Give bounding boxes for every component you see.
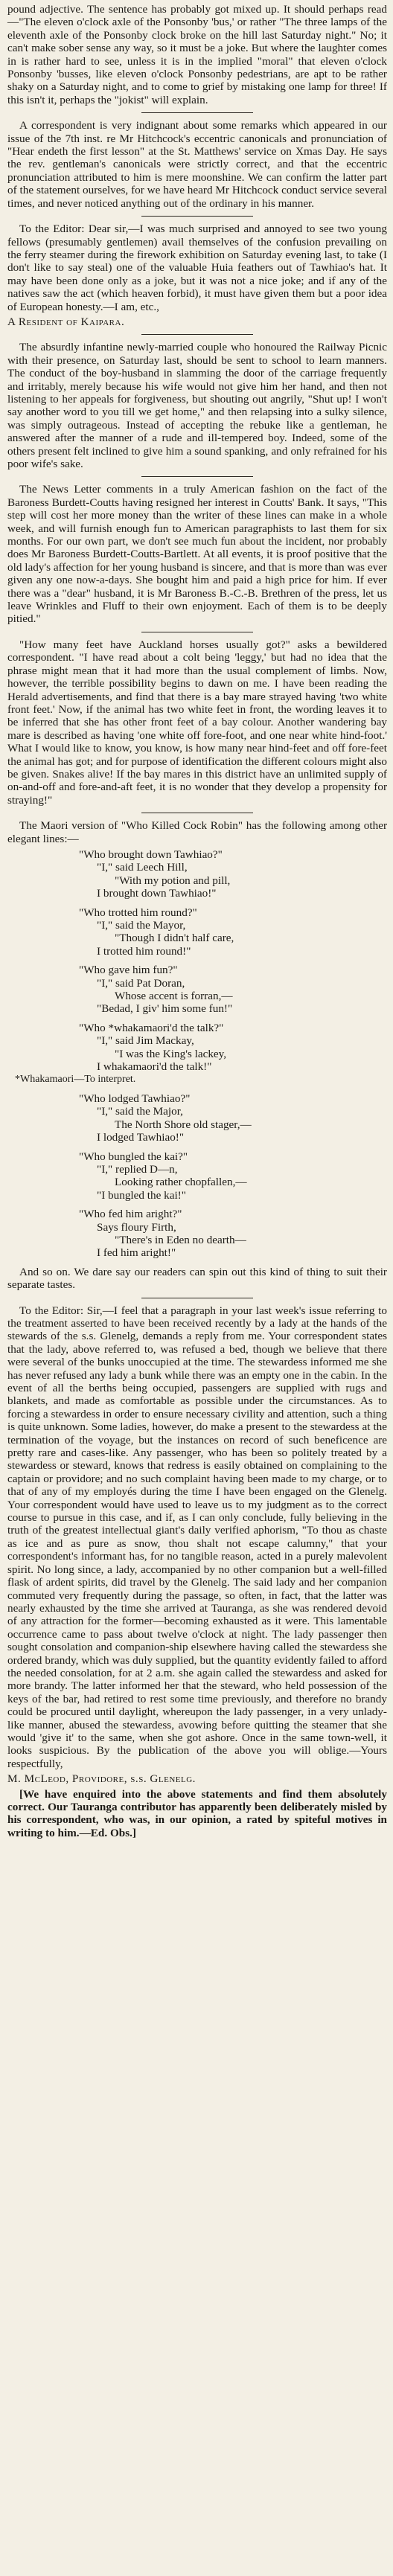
poem-verse <box>7 1150 387 1202</box>
poem-verse <box>7 1208 387 1260</box>
poem-line: I trotted him round!" <box>97 944 191 958</box>
letter-glenelg-stewardess: To the Editor: Sir,—I feel that a paragraph in your last week's issue referring to the treatment asserted to have been received recently by a lady at the hands of the stewards of the s.s. Glenelg, demands a reply from me. Your correspondent states that the lady, above referred to, was refused a bed, though we believe that there were several of the bunks unoccupied at the time. The stewardess informed me she has never refused any lady a bunk while there was an empty one in the cabin. In the event of all the berths being occupied, passengers are supplied with rugs and blankets, and made as comfortable as possible under the circumstances. As to forcing a stewardess in order to ensure necessary civility and attention, such a thing is quite unknown. Some ladies, however, do make a present to the stewardess at the termination of the voyage, but the instances on record of such beneficence are pretty rare and cases-like. Any passenger, who has been so politely treated by a stewardess or steward, knows that redress is easily obtained on complaining to the captain or providore; and no such complaint having been made to my charge, or to that of any of my employés during the time I have been engaged on the Glenelg. Your correspondent would have used to leave us to my judgment as to the correct course to pursue in this case, and if, as I can only conclude, fully believing in the truth of the greatest intellectual giant's daily verified aphorism, "To thou as chaste as ice and as pure as snow, thou shalt not escape calumny," that your correspondent's informant has, for no tangible reason, acted in a purely malevolent spirit. No long since, a lady, accompanied by no other companion but a well-filled flask of ardent spirits, did travel by the Glenelg. The said lady and her companion commuted very frequently during the passage, so often, in fact, that the latter was nearly exhausted by the time she arrived at Tauranga, as she was rendered devoid of any attraction for the former—becoming exhausted as it were. This lamentable occurrence came to pass about twelve o'clock at night. The lady passenger then sought consolation and companion-ship elsewhere having called the stewardess she ordered brandy, which was duly supplied, but the quantity evidently failed to afford the needed consolation, for at 2 a.m. she again called the stewardess and asked for more brandy. The latter informed her that the steward, who held possession of the keys of the bar, had retired to rest some time previously, and therefore no brandy could be procured until daylight, whereupon the lady passenger, in a very unlady-like manner, abused the stewardess, avowing before quitting the steamer that she would 'give it' to the same, when she got ashore. Once in the same town-well, it looks suspicious. By the publication of the above you will oblige.—Yours respectfully, <box>7 1304 387 1770</box>
poem-footnote: *Whakamaori—To interpret. <box>15 1074 136 1086</box>
poem-line: "Who *whakamaori'd the talk?" <box>79 1021 224 1034</box>
poem-line: Says floury Firth, <box>97 1220 176 1234</box>
maori-cock-robin-poem <box>7 848 387 1260</box>
paragraph-railway-picnic: The absurdly infantine newly-married couple who honoured the Railway Picnic with their presence, on Saturday last, should be sent to school to learn manners. The conduct of the boy-husband in slamming the door of the carriage frequently and irritably, merely because his wife would not give him her hand, and then not listening to her appeals for forgiveness, but shouting out angrily, "Shut up! I won't say another word to you till we get home," and then relapsing into a sulky silence, was simply outrageous. Instead of accepting the rebuke like a gentleman, he answered after the manner of a rude and ill-tempered boy. Indeed, some of the others present felt inclined to give him a sound spanking, and only refrained for his poor wife's sake. <box>7 341 387 470</box>
poem-line: "Who lodged Tawhiao?" <box>79 1092 191 1105</box>
section-divider <box>141 112 253 113</box>
poem-line: "I," said Leech Hill, <box>97 861 188 874</box>
poem-line: "Who bungled the kai?" <box>79 1150 188 1163</box>
poem-line: "There's in Eden no dearth— <box>115 1233 246 1246</box>
section-divider <box>141 334 253 335</box>
poem-line: "I was the King's lackey, <box>115 1047 227 1060</box>
poem-line: "Who brought down Tawhiao?" <box>79 848 223 861</box>
poem-line: Whose accent is forran,— <box>115 990 233 1003</box>
paragraph-hitchcock-canonicals: A correspondent is very indignant about some remarks which appeared in our issue of the 7th inst. re Mr Hitchcock's eccentric canonicals and pronunciation of "Hear endeth the first lesson" at the St. Matthews' service on Xmas Day. He says the rev. gentleman's canonicals were strictly correct, and that the eccentric pronunciation attributed to him is mere moonshine. We can confirm the latter part of the statement ourselves, for we have heard Mr Hitchcock conduct service several times, and never noticed anything out of the ordinary in his manner. <box>7 119 387 210</box>
letter-signature-mcleod: M. McLeod, Providore, s.s. Glenelg. <box>7 1772 196 1786</box>
poem-line: "I," said Jim Mackay, <box>97 1034 194 1048</box>
poem-line: "I," said the Mayor, <box>97 919 186 932</box>
poem-line: "I bungled the kai!" <box>97 1188 186 1202</box>
poem-verse <box>7 906 387 958</box>
letter-huia-feathers: To the Editor: Dear sir,—I was much surprised and annoyed to see two young fellows (presumably gentlemen) avail themselves of the confusion prevailing on the ferry steamer during the firework exhibition on Saturday evening last, to take (I don't like to say steal) one of the valuable Huia feathers out of Tawhiao's hat. It may have been done only as a joke, but it was not a nice joke; and if any of the natives saw the act (which heaven forbid), it must have given them but a poor idea of European honesty.—I am, etc., <box>7 222 387 313</box>
poem-line: "Who trotted him round?" <box>79 906 197 919</box>
poem-line: "With my potion and pill, <box>115 874 231 887</box>
poem-verse <box>7 1092 387 1144</box>
letter-signature-kaipara: A Resident of Kaipara. <box>7 315 125 328</box>
paragraph-ponsonby-bus: pound adjective. The sentence has probably got mixed up. It should perhaps read—"The eleven o'clock axle of the Ponsonby 'bus,' or rather "The three lamps of the eleventh axle of the Ponsonby clock broke on the hill last Saturday night." No; it can't make sober sense any way, so it must be a joke. But where the laughter comes in is rather hard to see, unless it is in the implied "moral" that eleven o'clock Ponsonby 'busses, like eleven o'clock Ponsonby pedestrians, are apt to be rather shaky on a Saturday night, and to come to grief by mistaking one lamp for three! If this isn't it, perhaps the "jokist" will explain. <box>7 3 387 106</box>
poem-line: "I," said Pat Doran, <box>97 976 185 990</box>
paragraph-auckland-horses: "How many feet have Auckland horses usually got?" asks a bewildered correspondent. "I have read about a colt being 'leggy,' but had no idea that the phrase might mean that it had more than the usual complement of limbs. Now, however, the terrible possibility begins to dawn on me. I have been reading the Herald advertisements, and find that there is a bay mare strayed having 'two white front feet.' Now, if the animal has two white feet in front, the wording leaves it to be inferred that she has other front feet of a bay colour. Another wandering bay mare is described as having 'one white off fore-foot, and one near white hind-foot.' What I would like to know, you know, is how many near hind-feet and off fore-feet the animal has got; and for purpose of identification the different colours might also be given. Snakes alive! If the bay mares in this district have an unlimited supply of on-and-off and fore-and-aft feet, it is no wonder that they develop a propensity for straying!" <box>7 638 387 807</box>
poem-line: "I," said the Major, <box>97 1105 183 1118</box>
paragraph-burdett-coutts: The News Letter comments in a truly American fashion on the fact of the Baroness Burdett-Coutts having resigned her interest in Coutts' Bank. It says, "This step will cost her more money than the writer of these lines can make in a whole week, and will furnish enough fun to American paragraphists to last them for six months. For our own part, we don't see much fun about the incident, nor probably does Mr Baroness Burdett-Coutts-Bartlett. At all events, it is proof positive that the old lady's affection for her young husband is sincere, and that is more than was ever given any one now-a-days. She bought him and paid a high price for him. If ever there was a "dear" husband, it is Mr Baroness B.-C.-B. Brethren of the press, let us leave Wrinkles and Fluff to their own enjoyment. Each of them is to be deeply pitied." <box>7 483 387 626</box>
section-divider <box>141 216 253 217</box>
poem-line: Looking rather chopfallen,— <box>115 1176 247 1189</box>
poem-line: I whakamaori'd the talk!" <box>97 1060 212 1074</box>
poem-verse <box>7 1022 387 1086</box>
poem-line: "Who gave him fun?" <box>79 964 178 977</box>
section-divider <box>141 476 253 477</box>
poem-line: "Bedad, I giv' him some fun!" <box>97 1002 233 1016</box>
editor-note: [We have enquired into the above statements and find them absolutely correct. Our Tauranga contributor has apparently been deliberately misled by his correspondent, who was, in our opinion, a rated by spiteful motives in writing to him.—Ed. Obs.] <box>7 1787 387 1839</box>
poem-line: The North Shore old stager,— <box>115 1118 252 1131</box>
poem-intro: The Maori version of "Who Killed Cock Robin" has the following among other elegant lines:— <box>7 819 387 845</box>
news-column <box>7 3 387 1839</box>
poem-line: I brought down Tawhiao!" <box>97 887 217 900</box>
poem-line: "Who fed him aright?" <box>79 1208 182 1221</box>
poem-outro: And so on. We dare say our readers can spin out this kind of thing to suit their separate tastes. <box>7 1265 387 1292</box>
poem-verse <box>7 964 387 1016</box>
poem-line: I lodged Tawhiao!" <box>97 1131 185 1144</box>
poem-verse <box>7 848 387 900</box>
poem-line: "Though I didn't half care, <box>115 932 234 945</box>
poem-line: I fed him aright!" <box>97 1246 176 1260</box>
poem-line: "I," replied D—n, <box>97 1162 178 1176</box>
